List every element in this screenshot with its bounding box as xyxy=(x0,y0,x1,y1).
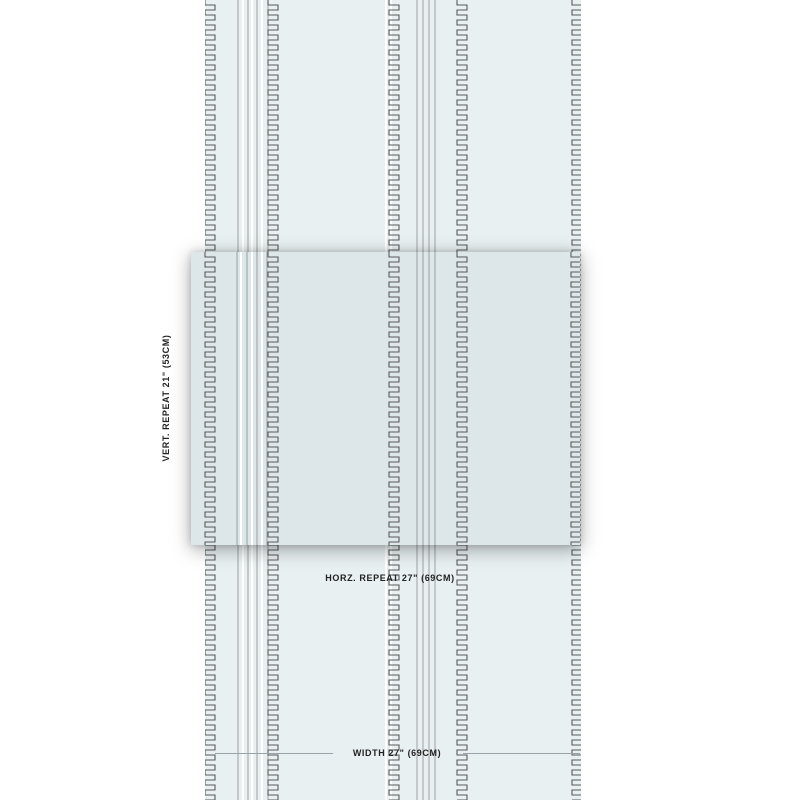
width-measure-line-left xyxy=(215,753,333,754)
width-measure-line-right xyxy=(463,753,580,754)
greek-key-tile-band-right xyxy=(457,252,467,545)
greek-key-tile-left xyxy=(205,252,215,545)
greek-key-tile-band-left xyxy=(268,252,278,545)
repeat-tile xyxy=(191,252,580,545)
vertical-repeat-label: VERT. REPEAT 21" (53CM) xyxy=(161,334,171,462)
greek-key-tile-band-center xyxy=(389,252,399,545)
horizontal-repeat-label: HORZ. REPEAT 27" (69CM) xyxy=(325,573,455,583)
repeat-tile-pattern xyxy=(191,252,580,545)
greek-key-tile-right xyxy=(571,252,580,545)
width-label: WIDTH 27" (69CM) xyxy=(352,748,442,758)
